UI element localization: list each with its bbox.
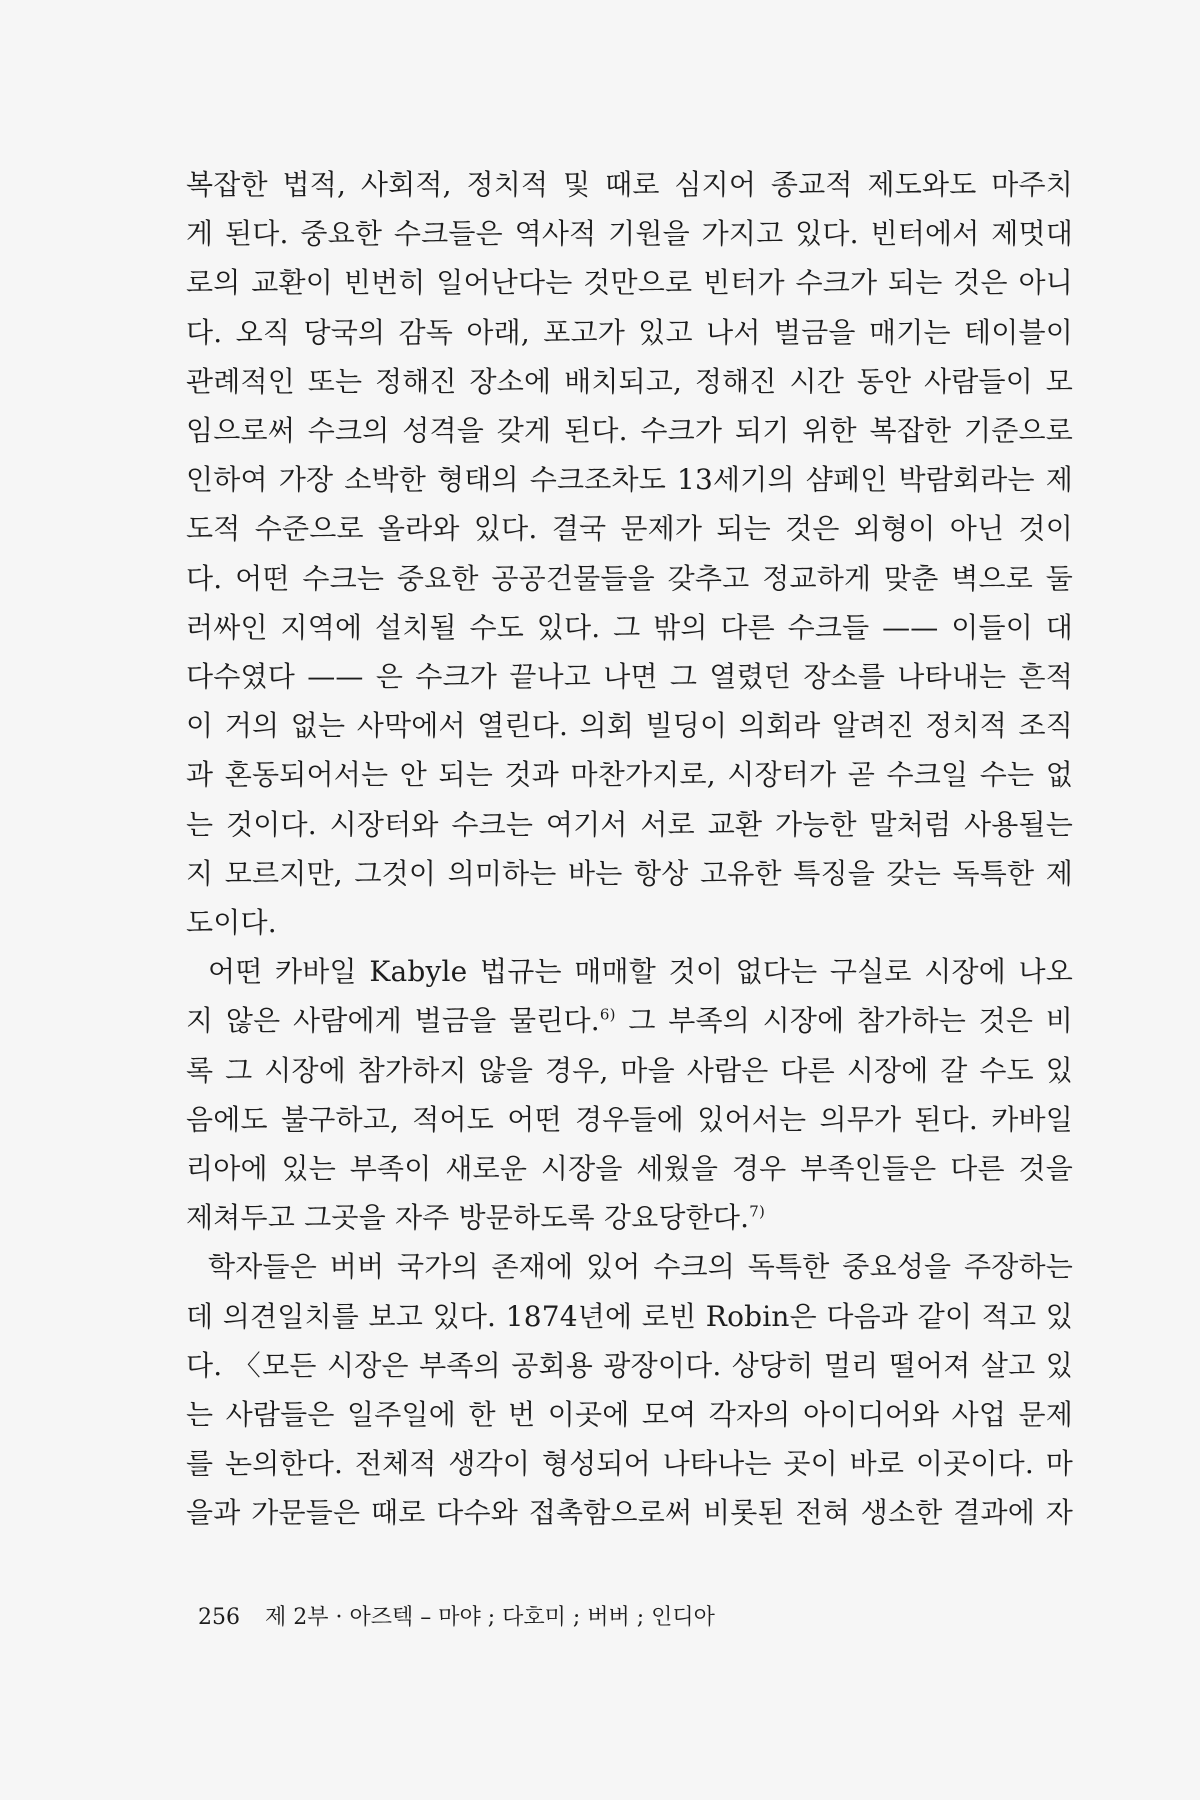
paragraph-2 [186, 947, 1073, 1242]
text-line: 지 모르지만, 그것이 의미하는 바는 항상 고유한 특징을 갖는 독특한 제 [186, 856, 1073, 890]
footnote-marker: 6) [599, 1006, 616, 1025]
text-line [186, 996, 1073, 1045]
text-line: 게 된다. 중요한 수크들은 역사적 기원을 가지고 있다. 빈터에서 제멋대 [186, 217, 1073, 251]
text-line: 다. 〈모든 시장은 부족의 공회용 광장이다. 상당히 멀리 떨어져 살고 있 [186, 1348, 1073, 1382]
text-line: 는 사람들은 일주일에 한 번 이곳에 모여 각자의 아이디어와 사업 문제 [186, 1398, 1073, 1432]
text-line: 을과 가문들은 때로 다수와 접촉함으로써 비롯된 전혀 생소한 결과에 자 [186, 1496, 1073, 1530]
page-footer [198, 1600, 715, 1631]
running-head: 제 2부 · 아즈텍 – 마야 ; 다호미 ; 버버 ; 인디아 [265, 1605, 715, 1630]
text-line: 인하여 가장 소박한 형태의 수크조차도 13세기의 샴페인 박람회라는 제 [186, 463, 1073, 497]
text-line: 는 것이다. 시장터와 수크는 여기서 서로 교환 가능한 말처럼 사용될는 [186, 807, 1073, 841]
text-fragment: 제쳐두고 그곳을 자주 방문하도록 강요당한다. [186, 1201, 750, 1235]
text-line: 관례적인 또는 정해진 장소에 배치되고, 정해진 시간 동안 사람들이 모 [186, 364, 1073, 398]
body-text [186, 160, 1073, 1538]
paragraph-3 [186, 1242, 1073, 1537]
footnote-marker: 7) [749, 1202, 766, 1221]
text-line: 어떤 카바일 Kabyle 법규는 매매할 것이 없다는 구실로 시장에 나오 [208, 955, 1073, 989]
text-line: 도이다. [186, 906, 277, 940]
text-fragment: 지 않은 사람에게 벌금을 물린다. [186, 1004, 600, 1038]
page-number: 256 [198, 1605, 240, 1630]
text-line: 로의 교환이 빈번히 일어난다는 것만으로 빈터가 수크가 되는 것은 아니 [186, 266, 1073, 300]
text-line: 도적 수준으로 올라와 있다. 결국 문제가 되는 것은 외형이 아닌 것이 [186, 512, 1073, 546]
paragraph-1 [186, 160, 1073, 947]
text-line: 록 그 시장에 참가하지 않을 경우, 마을 사람은 다른 시장에 갈 수도 있 [186, 1053, 1073, 1087]
text-line: 다. 어떤 수크는 중요한 공공건물들을 갖추고 정교하게 맞춘 벽으로 둘 [186, 561, 1073, 595]
text-line: 다수였다 —— 은 수크가 끝나고 나면 그 열렸던 장소를 나타내는 흔적 [186, 660, 1073, 694]
text-line: 과 혼동되어서는 안 되는 것과 마찬가지로, 시장터가 곧 수크일 수는 없 [186, 758, 1073, 792]
text-line: 러싸인 지역에 설치될 수도 있다. 그 밖의 다른 수크들 —— 이들이 대 [186, 610, 1073, 644]
text-line: 학자들은 버버 국가의 존재에 있어 수크의 독특한 중요성을 주장하는 [208, 1250, 1073, 1284]
text-line: 다. 오직 당국의 감독 아래, 포고가 있고 나서 벌금을 매기는 테이블이 [186, 315, 1073, 349]
text-line: 복잡한 법적, 사회적, 정치적 및 때로 심지어 종교적 제도와도 마주치 [186, 168, 1073, 201]
text-fragment: 그 부족의 시장에 참가하는 것은 비 [615, 1004, 1073, 1038]
text-line: 임으로써 수크의 성격을 갖게 된다. 수크가 되기 위한 복잡한 기준으로 [186, 414, 1073, 448]
text-line [186, 1193, 1073, 1242]
text-line: 이 거의 없는 사막에서 열린다. 의회 빌딩이 의회라 알려진 정치적 조직 [186, 709, 1073, 743]
text-line: 리아에 있는 부족이 새로운 시장을 세웠을 경우 부족인들은 다른 것을 [186, 1152, 1073, 1186]
text-line: 음에도 불구하고, 적어도 어떤 경우들에 있어서는 의무가 된다. 카바일 [186, 1102, 1073, 1136]
text-line: 를 논의한다. 전체적 생각이 형성되어 나타나는 곳이 바로 이곳이다. 마 [186, 1447, 1073, 1481]
text-line: 데 의견일치를 보고 있다. 1874년에 로빈 Robin은 다음과 같이 적고 있 [186, 1299, 1073, 1333]
